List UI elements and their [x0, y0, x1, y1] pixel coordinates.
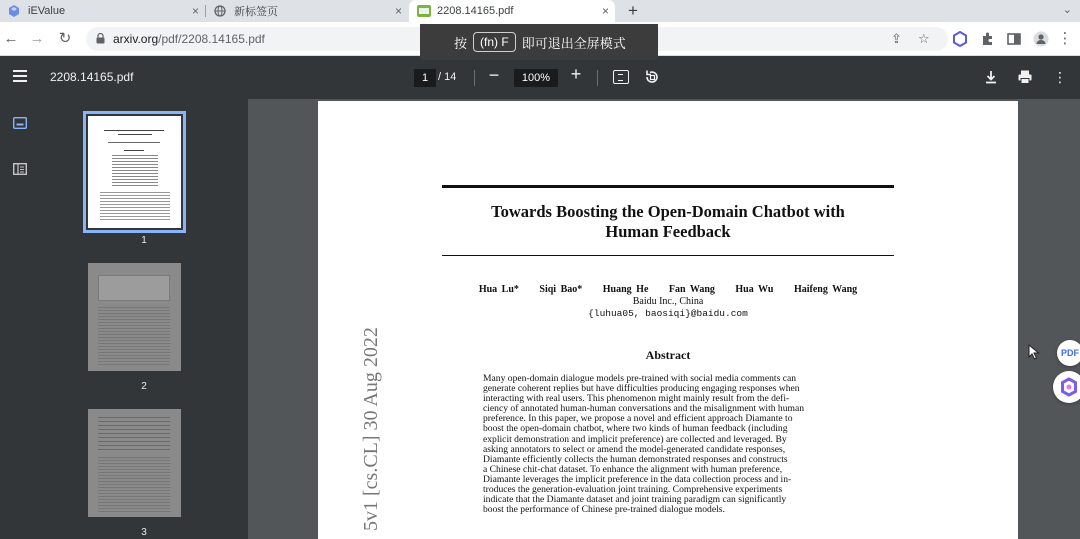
- hint-key: (fn) F: [473, 32, 516, 52]
- fit-to-page-icon[interactable]: [613, 70, 629, 84]
- abstract-line: generate coherent replies but have difficulties producing engaging responses when: [483, 383, 800, 395]
- assistant-extension-button[interactable]: [1053, 371, 1080, 403]
- lock-icon[interactable]: [96, 33, 105, 44]
- thumb-body-block: [98, 307, 170, 365]
- thumb-body-block: [100, 192, 170, 222]
- thumbnail-page-1[interactable]: [88, 116, 181, 228]
- new-tab-button[interactable]: +: [628, 1, 638, 20]
- ievalue-favicon-icon: [8, 5, 20, 17]
- bookmark-star-icon[interactable]: ☆: [918, 31, 930, 46]
- download-icon[interactable]: [983, 69, 999, 85]
- assistant-logo-icon: [1053, 371, 1080, 403]
- tab-title: 新标签页: [234, 6, 278, 18]
- rotate-icon[interactable]: [644, 69, 660, 85]
- thumb-body-block: [98, 457, 170, 513]
- close-tab-icon[interactable]: ×: [601, 4, 609, 18]
- document-outline-icon[interactable]: [13, 163, 27, 175]
- thumbnail-label: 3: [141, 527, 147, 538]
- pdf-file-title: 2208.14165.pdf: [50, 70, 134, 84]
- hint-suffix: 即可退出全屏模式: [521, 35, 626, 51]
- url-host: arxiv.org: [113, 32, 159, 46]
- title-top-rule: [442, 185, 894, 188]
- close-tab-icon[interactable]: ×: [394, 4, 402, 18]
- tab-new-tab-page[interactable]: [206, 0, 408, 22]
- thumb-title-line: [118, 134, 152, 135]
- fullscreen-exit-hint: [420, 24, 658, 60]
- url-path: /pdf/2208.14165.pdf: [158, 32, 265, 46]
- abstract-body: [483, 374, 855, 515]
- abstract-line: troduces the generation-evaluation joint training. Comprehensive experiments: [483, 484, 783, 496]
- tab-ievalue[interactable]: [0, 0, 205, 22]
- paper-email: {luhua05, baosiqi}@baidu.com: [588, 308, 748, 319]
- pdf-page-1: [318, 101, 1018, 539]
- title-bottom-rule: [442, 255, 894, 256]
- author: Hua Lu*: [478, 284, 519, 295]
- abstract-line: boost the open-domain chatbot, where two kinds of human feedback (including: [483, 423, 788, 435]
- zoom-in-button[interactable]: +: [570, 64, 582, 84]
- extensions-puzzle-icon[interactable]: [980, 31, 996, 47]
- chrome-menu-icon[interactable]: ⋮: [1057, 30, 1073, 47]
- page-number-input[interactable]: 1: [414, 69, 436, 87]
- paper-title: [442, 202, 894, 242]
- paper-affiliation: Baidu Inc., China: [632, 296, 704, 307]
- paper-title-line-2: Human Feedback: [605, 222, 731, 241]
- globe-icon: [214, 5, 226, 17]
- tab-title: iEValue: [28, 5, 66, 17]
- side-panel-icon[interactable]: [1006, 31, 1022, 47]
- abstract-line: Diamante efficiently collects the human demonstrated responses and constructs: [483, 453, 788, 465]
- tab-search-chevron-icon[interactable]: ⌄: [1062, 4, 1072, 16]
- abstract-line: interacting with real users. This phenomenon might mainly result from the defi-: [483, 393, 790, 405]
- share-icon[interactable]: ⇪: [891, 31, 902, 46]
- sidebar-rail: [0, 99, 40, 539]
- pdf-viewer[interactable]: [248, 99, 1080, 539]
- abstract-line: asking annotators to select or amend the model-generated candidate responses,: [483, 443, 786, 455]
- tab-title: 2208.14165.pdf: [437, 5, 514, 17]
- hamburger-menu-icon[interactable]: [13, 70, 27, 82]
- arxiv-stamp: [324, 321, 382, 539]
- page-total: / 14: [438, 71, 457, 83]
- mouse-cursor-icon: [1028, 344, 1040, 360]
- author: Hua Wu: [735, 284, 774, 295]
- abstract-line: Diamante leverages the implicit preference in the data collection process and in-: [483, 473, 792, 485]
- thumbnail-page-2[interactable]: [88, 263, 181, 371]
- paper-title-line-1: Towards Boosting the Open-Domain Chatbot with: [491, 202, 845, 221]
- thumbnail-panel: [40, 99, 248, 539]
- zoom-out-button[interactable]: −: [488, 65, 500, 85]
- abstract-heading: Abstract: [645, 348, 691, 362]
- url-text: [113, 32, 265, 46]
- close-tab-icon[interactable]: ×: [191, 4, 199, 18]
- back-arrow-icon[interactable]: ←: [3, 30, 19, 47]
- author: Haifeng Wang: [793, 284, 858, 295]
- thumbnails-view-icon[interactable]: [13, 117, 27, 129]
- abstract-line: Many open-domain dialogue models pre-trained with social media comments can: [483, 373, 797, 384]
- thumb-figure-block: [98, 275, 170, 301]
- toolbar-divider: [474, 70, 475, 86]
- tab-strip: [0, 0, 1080, 22]
- paper-authors: [442, 284, 894, 295]
- tab-pdf-active[interactable]: [409, 0, 615, 22]
- abstract-line: indicate that the Diamante dataset and joint training paradigm can significantly: [483, 494, 787, 506]
- abstract-line: preference. In this paper, we propose a novel and efficient approach Diamante to: [483, 413, 793, 425]
- toolbar-divider: [597, 70, 598, 86]
- author: Siqi Bao*: [539, 284, 583, 295]
- zoom-level-input[interactable]: 100%: [514, 69, 558, 87]
- pdf-extension-button[interactable]: PDF: [1057, 340, 1080, 366]
- print-icon[interactable]: [1017, 69, 1033, 85]
- thumbnail-page-3[interactable]: [88, 409, 181, 517]
- thumb-text-line: [108, 142, 160, 143]
- pdf-toolbar: [0, 56, 1080, 99]
- thumb-title-line: [104, 130, 164, 131]
- arxiv-favicon-icon: [417, 5, 429, 17]
- author: Huang He: [602, 284, 649, 295]
- abstract-line: a Chinese chit-chat dataset. To enhance the alignment with human preference,: [483, 463, 783, 475]
- abstract-line: ciency of annotated human-human conversations and the misalignment with human: [483, 403, 805, 415]
- thumbnail-label: 1: [141, 235, 147, 246]
- hint-prefix: 按: [454, 35, 468, 51]
- abstract-line: explicit demonstration and implicit preference) are collected and leveraged. By: [483, 433, 787, 445]
- abstract-line: boost the performance of Chinese pre-trained dialogue models.: [483, 504, 725, 516]
- more-options-icon[interactable]: ⋮: [1053, 69, 1067, 85]
- thumb-abstract-block: [112, 155, 158, 187]
- thumbnail-label: 2: [141, 381, 147, 392]
- profile-avatar-icon[interactable]: [1033, 31, 1049, 47]
- thumb-table-block: [98, 417, 170, 451]
- arxiv-stamp-text: 5v1 [cs.CL] 30 Aug 2022: [360, 327, 382, 531]
- extension-hexagon-icon[interactable]: [952, 31, 968, 47]
- thumb-text-line: [124, 150, 144, 151]
- author: Fan Wang: [668, 284, 715, 295]
- reload-icon[interactable]: ↻: [58, 30, 72, 47]
- forward-arrow-icon[interactable]: →: [29, 30, 45, 47]
